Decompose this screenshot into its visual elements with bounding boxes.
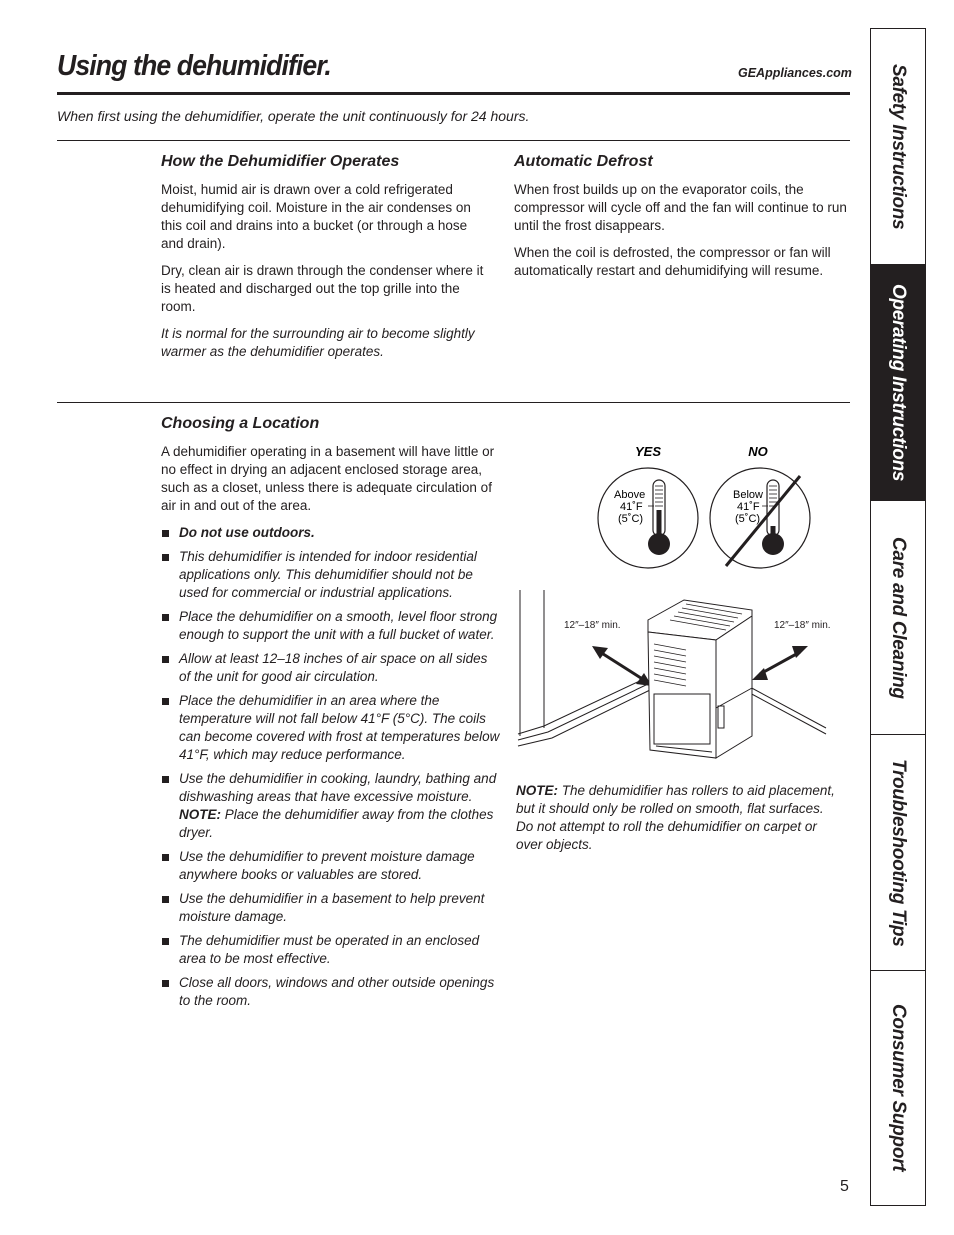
tab-troubleshooting-tips[interactable]: Troubleshooting Tips	[871, 735, 925, 971]
location-intro	[161, 443, 501, 524]
list-item: Use the dehumidifier to prevent moisture damage anywhere books or valuables are stored.	[162, 848, 502, 884]
above-label: Above	[614, 489, 646, 501]
how-operates-body	[161, 181, 491, 370]
auto-defrost-body	[514, 181, 848, 289]
bullet-square-icon	[162, 656, 169, 663]
bullet-square-icon	[162, 614, 169, 621]
tab-operating-instructions[interactable]: Operating Instructions	[871, 265, 925, 501]
how-operates-p1: Moist, humid air is drawn over a cold refrigerated dehumidifying coil. Moisture in the air condenses on this coil and drains into a bucket (or through a hose and drain).	[161, 182, 471, 251]
intro-text: When first using the dehumidifier, operate the unit continuously for 24 hours.	[57, 108, 530, 124]
list-item: Allow at least 12–18 inches of air space on all sides of the unit for good air circulation.	[162, 650, 502, 686]
placement-figure	[516, 588, 841, 763]
rollers-note	[516, 782, 836, 854]
list-item: Use the dehumidifier in a basement to help prevent moisture damage.	[162, 890, 502, 926]
yes-label: YES	[634, 444, 662, 459]
bullet-note-label: NOTE:	[179, 807, 221, 822]
bullet-square-icon	[162, 896, 169, 903]
temp-c-no: (5˚C)	[735, 513, 761, 525]
temp-f-no: 41˚F	[737, 501, 760, 513]
bullet-square-icon	[162, 938, 169, 945]
bullet-square-icon	[162, 530, 169, 537]
tab-safety-instructions[interactable]: Safety Instructions	[871, 29, 925, 265]
bullet-square-icon	[162, 776, 169, 783]
location-bullet-list	[162, 524, 502, 1016]
list-item: Use the dehumidifier in cooking, laundry, bathing and dishwashing areas that have excessive moisture. NOTE: Place the dehumidifier away from the clothes dryer.	[162, 770, 502, 842]
auto-defrost-p2: When the coil is defrosted, the compressor or fan will automatically restart and dehumidifying will resume.	[514, 245, 831, 278]
clearance-left-label: 12″–18″ min.	[564, 620, 621, 631]
website-url: GEAppliances.com	[738, 66, 852, 80]
page-number: 5	[840, 1178, 849, 1195]
temp-c-yes: (5˚C)	[618, 513, 644, 525]
list-item: The dehumidifier must be operated in an enclosed area to be most effective.	[162, 932, 502, 968]
location-heading: Choosing a Location	[161, 415, 320, 432]
section-divider	[57, 140, 850, 141]
section-divider	[57, 402, 850, 403]
thermometer-no-icon	[710, 468, 810, 568]
clearance-left-arrow-icon	[592, 646, 652, 686]
list-item: Place the dehumidifier on a smooth, level floor strong enough to support the unit with a full bucket of water.	[162, 608, 502, 644]
no-label: NO	[748, 444, 768, 459]
how-operates-p3: It is normal for the surrounding air to become slightly warmer as the dehumidifier operates.	[161, 326, 475, 359]
auto-defrost-heading: Automatic Defrost	[514, 153, 653, 170]
list-item: Place the dehumidifier in an area where the temperature will not fall below 41°F (5°C). The coils can become covered with frost at temperatures below 41°F, which may reduce performance.	[162, 692, 502, 764]
dehumidifier-unit-icon	[648, 600, 752, 758]
list-item: Close all doors, windows and other outside openings to the room.	[162, 974, 502, 1010]
auto-defrost-p1: When frost builds up on the evaporator coils, the compressor will cycle off and the fan will continue to run until the frost disappears.	[514, 182, 847, 233]
tab-care-and-cleaning[interactable]: Care and Cleaning	[871, 501, 925, 735]
bullet-square-icon	[162, 698, 169, 705]
bullet-square-icon	[162, 980, 169, 987]
page-title: Using the dehumidifier.	[57, 50, 331, 82]
section-tabs	[870, 28, 926, 1206]
bullet-square-icon	[162, 554, 169, 561]
clearance-right-arrow-icon	[752, 646, 808, 680]
tab-consumer-support[interactable]: Consumer Support	[888, 1004, 909, 1172]
bullet-note-text: Place the dehumidifier away from the clothes dryer.	[179, 807, 494, 840]
header-rule	[57, 92, 850, 95]
location-p1: A dehumidifier operating in a basement will have little or no effect in drying an adjacent enclosed storage area, such as a closet, unless there is adequate circulation of air in and out of the area.	[161, 444, 495, 513]
below-label: Below	[733, 489, 763, 501]
note-label: NOTE:	[516, 783, 558, 798]
how-operates-p2: Dry, clean air is drawn through the condenser where it is heated and discharged out the top grille into the room.	[161, 263, 484, 314]
list-item: Do not use outdoors.	[162, 524, 502, 542]
clearance-right-label: 12″–18″ min.	[774, 620, 831, 631]
how-operates-heading: How the Dehumidifier Operates	[161, 153, 400, 170]
thermometer-yes-icon	[598, 468, 698, 568]
bullet-square-icon	[162, 854, 169, 861]
temp-f-yes: 41˚F	[620, 501, 643, 513]
list-item: This dehumidifier is intended for indoor residential applications only. This dehumidifier should not be used for commercial or industrial applications.	[162, 548, 502, 602]
thermometer-figure	[590, 440, 830, 580]
note-text: The dehumidifier has rollers to aid placement, but it should only be rolled on smooth, flat surfaces. Do not attempt to roll the dehumidifier on carpet or over objects.	[516, 783, 835, 852]
